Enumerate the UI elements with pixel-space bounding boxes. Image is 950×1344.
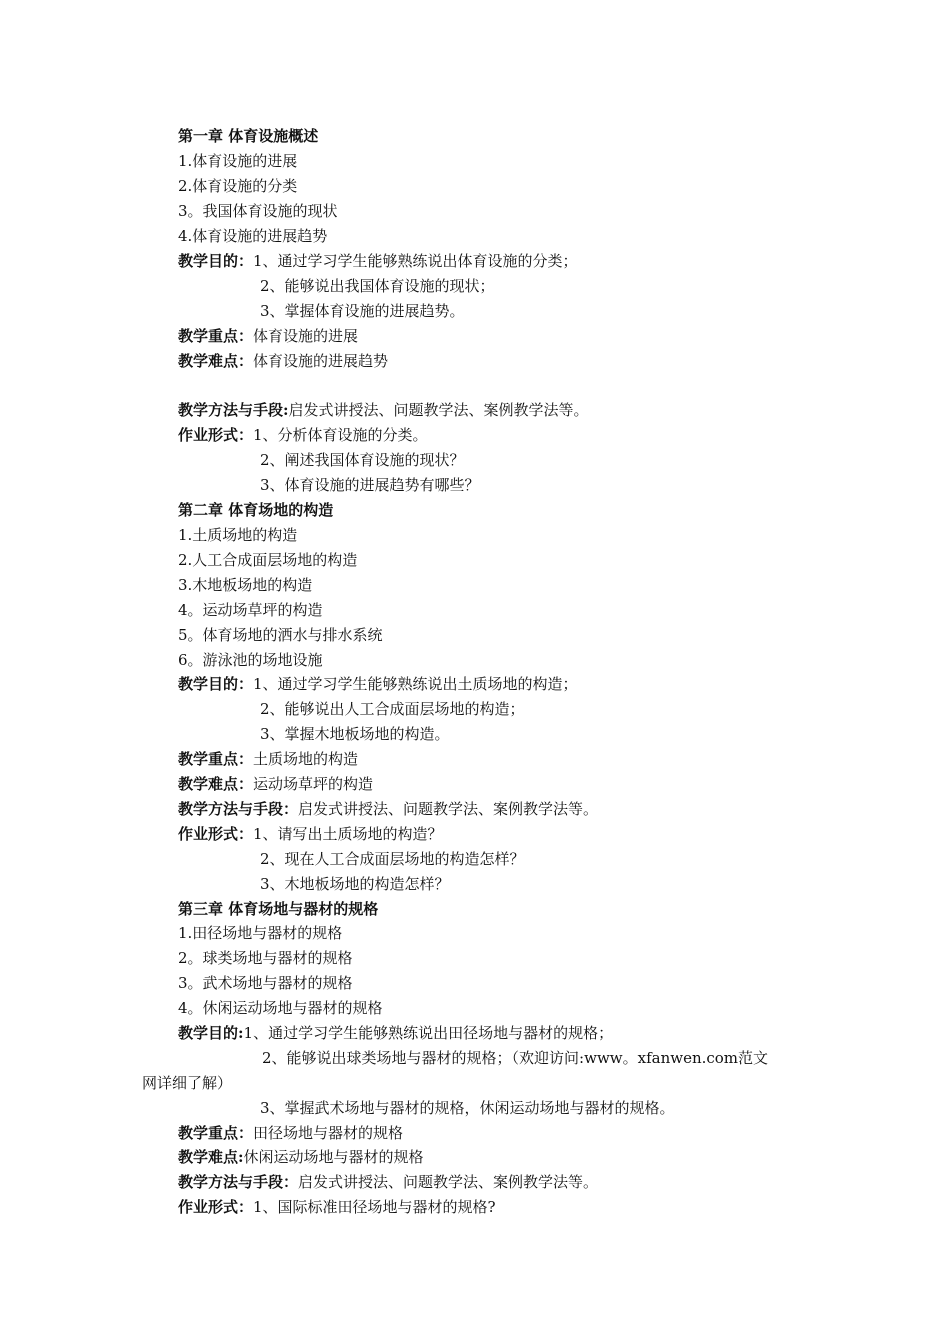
homework-text: 2、现在人工合成面层场地的构造怎样？ <box>260 850 525 868</box>
teaching-method <box>178 400 589 420</box>
goal-text: 3、掌握木地板场地的构造。 <box>260 725 450 743</box>
key-text: 田径场地与器材的规格 <box>253 1124 404 1142</box>
homework <box>178 824 443 844</box>
teaching-difficulty <box>178 774 373 794</box>
teaching-key-point <box>178 1123 403 1143</box>
teaching-method <box>178 799 598 819</box>
key-label: 教学重点： <box>178 1124 254 1142</box>
chapter-title: 第三章 体育场地与器材的规格 <box>178 900 379 918</box>
chapter-item: 1.土质场地的构造 <box>178 526 298 544</box>
teaching-difficulty <box>178 351 388 371</box>
difficulty-label: 教学难点： <box>178 352 254 370</box>
method-label: 教学方法与手段： <box>178 800 299 818</box>
chapter-item: 6。游泳池的场地设施 <box>178 651 323 669</box>
chapter-item: 4.体育设施的进展趋势 <box>178 227 328 245</box>
chapter-title: 第一章 体育设施概述 <box>178 127 319 145</box>
goals-label: 教学目的: <box>178 1024 244 1042</box>
homework-label: 作业形式： <box>178 1198 254 1216</box>
homework-text: 1、请写出土质场地的构造？ <box>253 825 443 843</box>
homework-text: 2、阐述我国体育设施的现状？ <box>260 451 465 469</box>
chapter-item: 1.体育设施的进展 <box>178 152 298 170</box>
chapter-item: 1.田径场地与器材的规格 <box>178 924 343 942</box>
goals-label: 教学目的： <box>178 252 254 270</box>
difficulty-text: 体育设施的进展趋势 <box>253 352 389 370</box>
homework-label: 作业形式： <box>178 825 254 843</box>
key-text: 体育设施的进展 <box>253 327 359 345</box>
teaching-difficulty <box>178 1147 424 1167</box>
goal-text-continuation: 网详细了解） <box>142 1074 233 1092</box>
difficulty-text: 运动场草坪的构造 <box>253 775 374 793</box>
goal-text: 3、掌握武术场地与器材的规格，休闲运动场地与器材的规格。 <box>260 1099 675 1117</box>
chapter-item: 5。体育场地的洒水与排水系统 <box>178 626 383 644</box>
homework <box>178 1197 496 1217</box>
goal-text: 1、通过学习学生能够熟练说出土质场地的构造； <box>253 675 578 693</box>
teaching-goals <box>178 251 578 271</box>
method-text: 启发式讲授法、问题教学法、案例教学法等。 <box>298 1173 599 1191</box>
homework <box>178 425 428 445</box>
chapter-item: 3。武术场地与器材的规格 <box>178 974 353 992</box>
goal-text: 1、通过学习学生能够熟练说出田径场地与器材的规格； <box>243 1024 614 1042</box>
goal-text: 1、通过学习学生能够熟练说出体育设施的分类； <box>253 252 578 270</box>
homework-label: 作业形式： <box>178 426 254 444</box>
key-text: 土质场地的构造 <box>253 750 359 768</box>
chapter-title: 第二章 体育场地的构造 <box>178 501 334 519</box>
teaching-key-point <box>178 326 358 346</box>
goal-text: 3、掌握体育设施的进展趋势。 <box>260 302 465 320</box>
method-text: 启发式讲授法、问题教学法、案例教学法等。 <box>298 800 599 818</box>
goals-label: 教学目的： <box>178 675 254 693</box>
chapter-item: 2。球类场地与器材的规格 <box>178 949 353 967</box>
method-label: 教学方法与手段： <box>178 1173 299 1191</box>
key-label: 教学重点： <box>178 327 254 345</box>
difficulty-label: 教学难点： <box>178 775 254 793</box>
homework-text: 1、分析体育设施的分类。 <box>253 426 428 444</box>
chapter-item: 3。我国体育设施的现状 <box>178 202 338 220</box>
teaching-goals <box>178 1023 613 1043</box>
difficulty-label: 教学难点: <box>178 1148 244 1166</box>
chapter-item: 4。休闲运动场地与器材的规格 <box>178 999 383 1017</box>
goal-text: 2、能够说出我国体育设施的现状； <box>260 277 495 295</box>
teaching-method <box>178 1172 598 1192</box>
key-label: 教学重点： <box>178 750 254 768</box>
teaching-goals <box>178 674 578 694</box>
method-text: 启发式讲授法、问题教学法、案例教学法等。 <box>288 401 589 419</box>
homework-text: 1、国际标准田径场地与器材的规格? <box>253 1198 496 1216</box>
chapter-item: 4。运动场草坪的构造 <box>178 601 323 619</box>
goal-text: 2、能够说出人工合成面层场地的构造； <box>260 700 525 718</box>
difficulty-text: 休闲运动场地与器材的规格 <box>243 1148 424 1166</box>
teaching-key-point <box>178 749 358 769</box>
goal-text: 2、能够说出球类场地与器材的规格；（欢迎访问:www。xfanwen.com范文 <box>262 1049 769 1067</box>
homework-text: 3、体育设施的进展趋势有哪些？ <box>260 476 480 494</box>
chapter-item: 3.木地板场地的构造 <box>178 576 313 594</box>
chapter-item: 2.人工合成面层场地的构造 <box>178 551 358 569</box>
homework-text: 3、木地板场地的构造怎样？ <box>260 875 450 893</box>
method-label: 教学方法与手段: <box>178 401 289 419</box>
chapter-item: 2.体育设施的分类 <box>178 177 298 195</box>
